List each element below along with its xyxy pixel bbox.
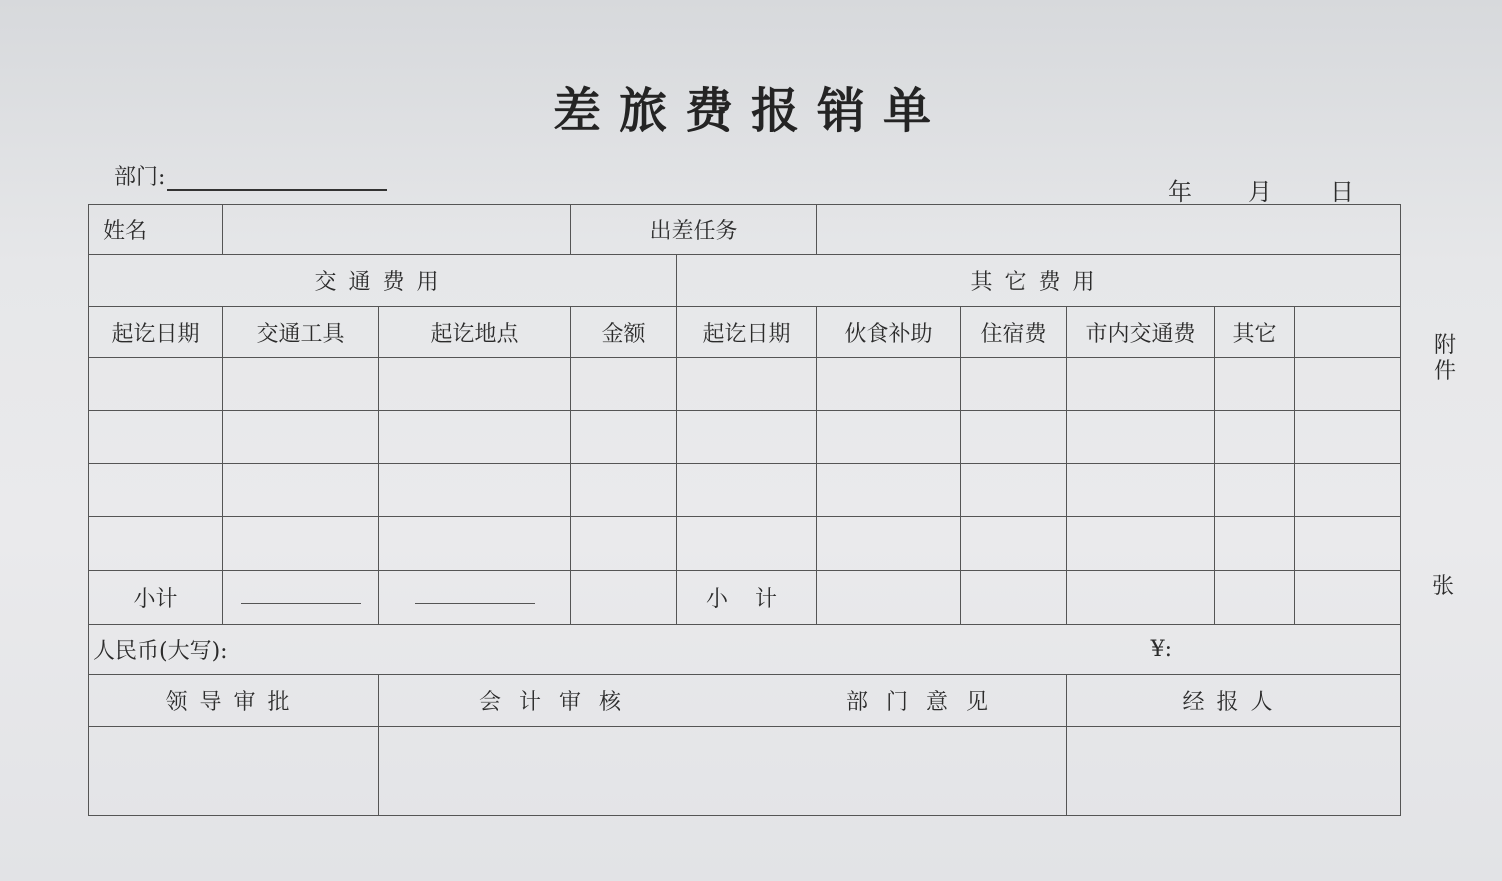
accounting-signature-cell[interactable] [379,727,1067,816]
form-title: 差旅费报销单 [552,83,949,139]
cell[interactable] [961,517,1067,570]
cell[interactable] [223,357,379,410]
date-day-label: 日 [1330,178,1354,206]
rmb-cell[interactable] [89,624,1401,674]
section-header-row [89,255,1401,307]
cell[interactable] [1067,464,1215,517]
department-field[interactable] [114,160,387,191]
cell[interactable] [817,410,961,463]
reporter-label: 经报人 [1067,675,1401,727]
rmb-row [89,624,1401,674]
column-header-row [89,307,1401,357]
department-blank-line[interactable] [167,167,387,191]
transport-header-date: 起讫日期 [89,307,223,357]
rmb-label: 人民币(大写): [93,639,228,665]
subtotal-blank-line [415,589,535,604]
transport-header-amount: 金额 [571,307,677,357]
cell[interactable] [1215,570,1295,624]
cell[interactable] [1295,464,1401,517]
reporter-signature-cell[interactable] [1067,727,1401,816]
cell[interactable] [571,517,677,570]
yen-label: ¥: [1150,637,1173,663]
other-header-meal: 伙食补助 [817,307,961,357]
cell[interactable] [89,357,223,410]
cell[interactable] [961,570,1067,624]
cell[interactable] [1295,570,1401,624]
table-row [89,410,1401,463]
sheets-label: 张 [1432,574,1455,599]
cell[interactable] [1295,517,1401,570]
cell[interactable] [677,517,817,570]
cell[interactable] [1067,357,1215,410]
other-header-local-transport: 市内交通费 [1067,307,1215,357]
subtotal-blank-line [241,589,361,604]
cell[interactable] [379,410,571,463]
cell[interactable] [817,357,961,410]
cell[interactable] [1067,410,1215,463]
cell[interactable] [223,410,379,463]
cell[interactable] [571,464,677,517]
name-label: 姓名 [89,205,223,255]
cell[interactable] [1067,517,1215,570]
date-month-label: 月 [1248,178,1272,206]
cell[interactable] [817,464,961,517]
cell[interactable] [89,464,223,517]
cell[interactable] [223,517,379,570]
cell[interactable] [961,464,1067,517]
cell[interactable] [89,517,223,570]
cell[interactable] [379,517,571,570]
cell[interactable] [1215,410,1295,463]
other-header-lodging: 住宿费 [961,307,1067,357]
approval-header-row [89,675,1401,727]
transport-section-label: 交通费用 [89,255,677,307]
cell[interactable] [677,464,817,517]
cell[interactable] [1215,517,1295,570]
attachment-label: 附件 [1434,333,1457,384]
name-task-row [89,205,1401,255]
subtotal-left-label: 小计 [89,570,223,624]
transport-header-vehicle: 交通工具 [223,307,379,357]
accounting-review-label: 会计审核 [479,690,640,716]
approval-signature-row [89,727,1401,816]
other-header-other: 其它 [1215,307,1295,357]
other-header-date: 起讫日期 [677,307,817,357]
subtotal-right-label: 小 计 [677,570,817,624]
task-value-cell[interactable] [817,205,1401,255]
task-label: 出差任务 [571,205,817,255]
table-row [89,464,1401,517]
cell[interactable] [677,410,817,463]
cell[interactable] [1215,464,1295,517]
cell[interactable] [677,357,817,410]
subtotal-place-cell[interactable] [379,570,571,624]
expense-table [88,204,1401,816]
cell[interactable] [571,410,677,463]
subtotal-row [89,570,1401,624]
name-value-cell[interactable] [223,205,571,255]
other-header-extra [1295,307,1401,357]
subtotal-vehicle-cell[interactable] [223,570,379,624]
cell[interactable] [571,357,677,410]
cell[interactable] [223,464,379,517]
date-year-label: 年 [1168,178,1192,206]
cell[interactable] [817,570,961,624]
department-label: 部门: [114,165,166,190]
cell[interactable] [1215,357,1295,410]
leader-approval-label: 领导审批 [89,675,379,727]
cell[interactable] [89,410,223,463]
cell[interactable] [379,464,571,517]
cell[interactable] [817,517,961,570]
subtotal-amount-cell[interactable] [571,570,677,624]
cell[interactable] [961,357,1067,410]
cell[interactable] [961,410,1067,463]
other-section-label: 其它费用 [677,255,1401,307]
accounting-dept-header-cell [379,675,1067,727]
cell[interactable] [1295,357,1401,410]
cell[interactable] [1067,570,1215,624]
cell[interactable] [379,357,571,410]
table-row [89,357,1401,410]
dept-opinion-label: 部门意见 [846,690,1007,716]
leader-signature-cell[interactable] [89,727,379,816]
cell[interactable] [1295,410,1401,463]
table-row [89,517,1401,570]
transport-header-place: 起讫地点 [379,307,571,357]
